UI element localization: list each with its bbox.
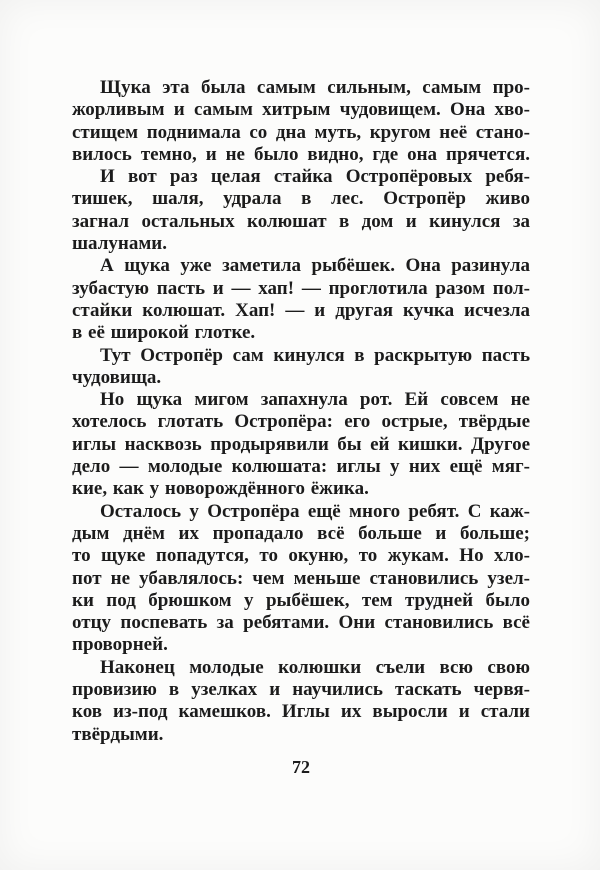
text-line: И вот раз целая стайка Остропёровых ребя- [100,166,530,188]
text-line: дым днём их пропадало всё больше и больше; [72,522,530,544]
text-line: хотелось глотать Остропёра: его острые, твёрдые [72,411,530,433]
text-line: иглы насквозь продырявили бы ей кишки. Другое [72,433,530,455]
text-line: чудовища. [72,366,162,388]
text-line: вилось темно, и не было видно, где она прячется. [72,143,530,165]
text-line: отцу поспевать за ребятами. Они становились всё [72,612,530,634]
paragraph [72,657,530,746]
paragraph [72,166,530,255]
text-line: жорливым и самым хитрым чудовищем. Она хво- [72,99,530,121]
paragraph [72,255,530,344]
text-line: зубастую пасть и — хап! — проглотила разом пол- [72,277,530,299]
text-line: Щука эта была самым сильным, самым про- [100,77,530,98]
text-line: шалунами. [72,233,167,255]
text-line: твёрдыми. [72,723,164,745]
text-line: стищем поднимала со дна муть, кругом неё стано- [72,121,530,143]
text-line: тишек, шаля, удрала в лес. Остропёр живо [72,188,530,210]
text-block [72,77,530,746]
paragraph [72,389,530,500]
text-line: загнал остальных колюшат в дом и кинулся за [72,210,530,232]
paragraph [72,77,530,166]
text-line: то щуке попадутся, то окуню, то жукам. Но хло- [72,545,530,567]
text-line: Тут Остропёр сам кинулся в раскрытую пасть [100,344,530,366]
paragraph [72,345,530,390]
text-line: проворней. [72,634,168,656]
text-line: пот не убавлялось: чем меньше становились узел- [72,567,530,589]
paragraph [72,501,530,657]
text-line: ки под брюшком у рыбёшек, тем трудней было [72,589,530,611]
text-line: ков из-под камешков. Иглы их выросли и стали [72,701,530,723]
text-line: А щука уже заметила рыбёшек. Она разинула [100,255,530,277]
text-line: стайки колюшат. Хап! — и другая кучка исчезла [72,299,530,321]
text-line: Осталось у Остропёра ещё много ребят. С каж- [100,500,530,522]
page-number: 72 [292,757,310,777]
text-line: Но щука мигом запахнула рот. Ей совсем не [100,389,530,411]
text-line: кие, как у новорождённого ёжика. [72,478,369,500]
text-line: в её широкой глотке. [72,322,256,344]
text-line: дело — молодые колюшата: иглы у них ещё мяг- [72,456,530,478]
text-line: провизию в узелках и научились таскать червя- [72,679,530,701]
text-line: Наконец молодые колюшки съели всю свою [100,656,530,678]
